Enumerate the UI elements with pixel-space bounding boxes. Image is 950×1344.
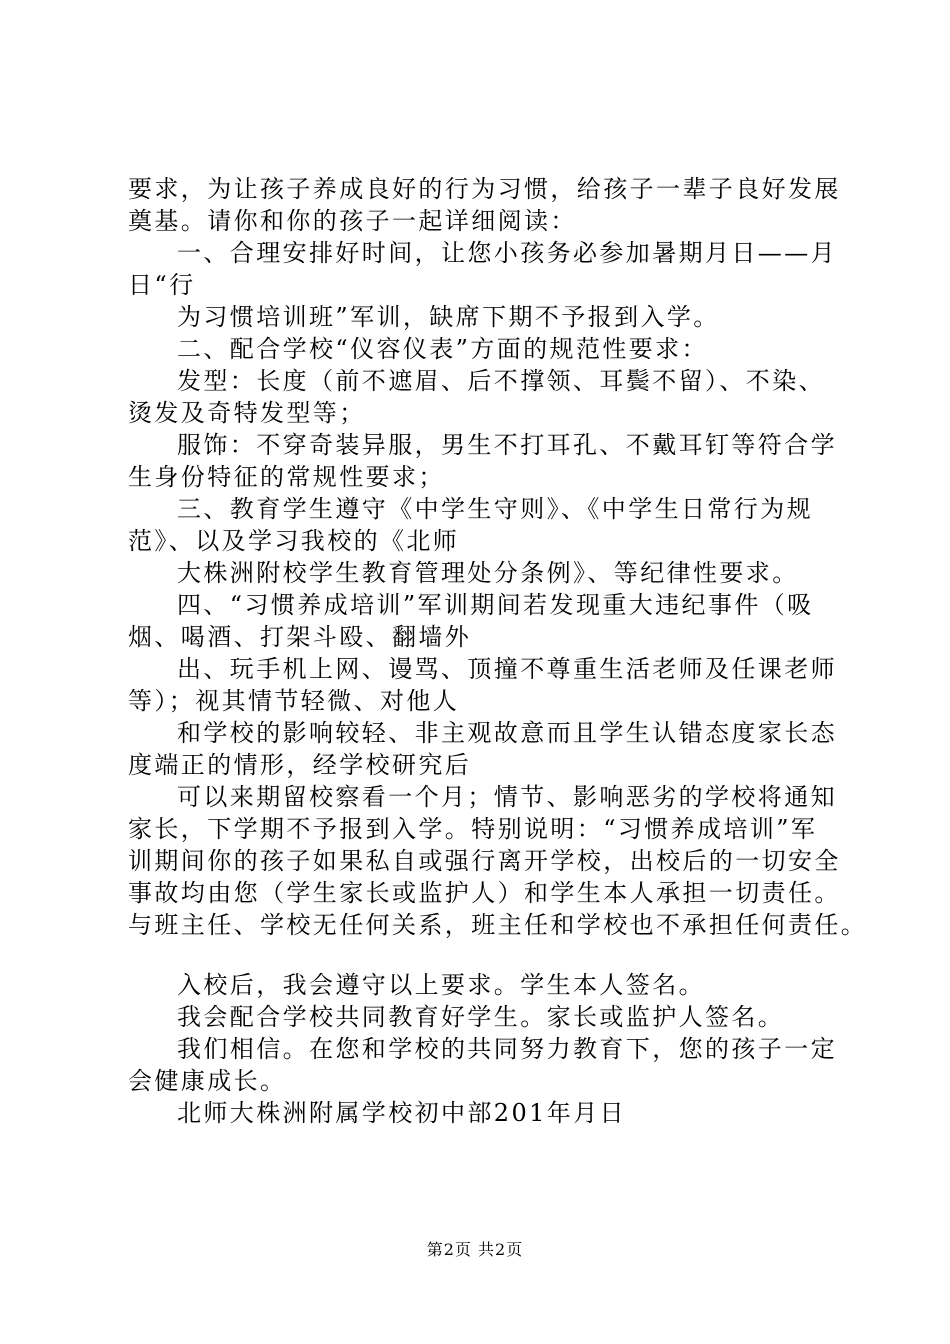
body-line: 范》、以及学习我校的《北师 xyxy=(128,527,460,555)
body-line: 出、玩手机上网、谩骂、顶撞不尊重生活老师及任课老师 xyxy=(177,655,837,683)
body-line: 等）；视其情节轻微、对他人 xyxy=(128,687,460,715)
body-line: 会健康成长。 xyxy=(128,1067,287,1095)
body-line: 烟、喝酒、打架斗殴、翻墙外 xyxy=(128,623,472,651)
body-line: 家长，下学期不予报到入学。特别说明：“习惯养成培训”军 xyxy=(128,815,818,843)
body-line: 一、合理安排好时间，让您小孩务必参加暑期月日——月 xyxy=(177,239,837,267)
body-line: 四、“习惯养成培训”军训期间若发现重大违纪事件（吸 xyxy=(177,591,814,619)
body-line: 度端正的情形，经学校研究后 xyxy=(128,751,472,779)
body-line: 烫发及奇特发型等； xyxy=(128,399,366,427)
body-line: 生身份特征的常规性要求； xyxy=(128,463,445,491)
body-line: 与班主任、学校无任何关系，班主任和学校也不承担任何责任。 xyxy=(128,911,868,939)
body-line: 和学校的影响较轻、非主观故意而且学生认错态度家长态 xyxy=(177,719,837,747)
body-line: 事故均由您（学生家长或监护人）和学生本人承担一切责任。 xyxy=(128,879,841,907)
body-line: 为习惯培训班”军训，缺席下期不予报到入学。 xyxy=(177,303,720,331)
body-line: 我们相信。在您和学校的共同努力教育下，您的孩子一定 xyxy=(177,1035,837,1063)
body-line: 我会配合学校共同教育好学生。家长或监护人签名。 xyxy=(177,1003,785,1031)
body-line: 训期间你的孩子如果私自或强行离开学校，出校后的一切安全 xyxy=(128,847,841,875)
body-line: 入校后，我会遵守以上要求。学生本人签名。 xyxy=(177,971,705,999)
body-line: 日“行 xyxy=(128,271,196,299)
body-line: 服饰：不穿奇装异服，男生不打耳孔、不戴耳钉等符合学 xyxy=(177,431,837,459)
body-line: 大株洲附校学生教育管理处分条例》、等纪律性要求。 xyxy=(177,559,799,587)
signature-line: 北师大株洲附属学校初中部201年月日 xyxy=(177,1099,627,1127)
body-line: 发型：长度（前不遮眉、后不撑领、耳鬓不留）、不染、 xyxy=(177,367,825,395)
page-number-footer: 第2页 共2页 xyxy=(426,1240,524,1259)
body-line: 要求，为让孩子养成良好的行为习惯，给孩子一辈子良好发展 xyxy=(128,175,841,203)
body-line: 三、教育学生遵守《中学生守则》、《中学生日常行为规 xyxy=(177,495,813,523)
body-line: 可以来期留校察看一个月；情节、影响恶劣的学校将通知 xyxy=(177,783,837,811)
body-line: 奠基。请你和你的孩子一起详细阅读： xyxy=(128,207,577,235)
body-line: 二、配合学校“仪容仪表”方面的规范性要求： xyxy=(177,335,708,363)
